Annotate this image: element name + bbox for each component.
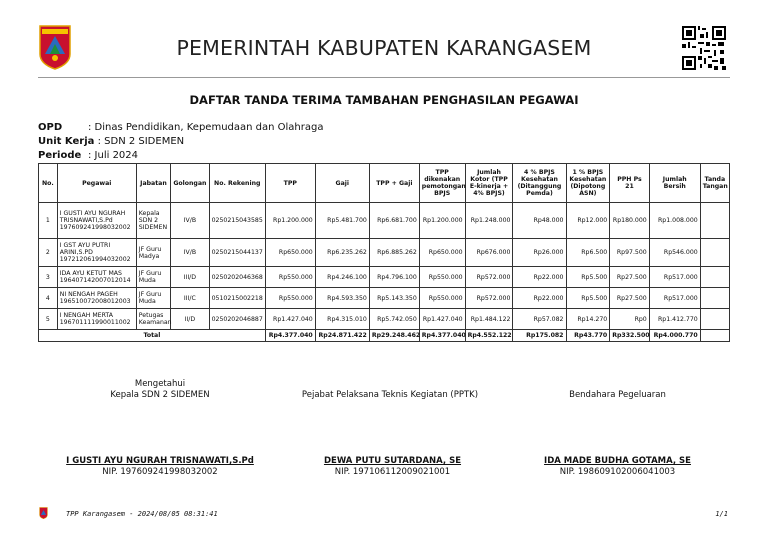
table-total-row <box>39 330 730 342</box>
table-cell: Rp517.000 <box>649 288 700 309</box>
table-cell: Rp546.000 <box>649 239 700 267</box>
table-cell: 0250202046887 <box>209 309 265 330</box>
column-header: Tanda Tangan <box>700 164 729 203</box>
signature-cell <box>700 267 729 288</box>
signature-left-name: I GUSTI AYU NGURAH TRISNAWATI,S.Pd <box>66 456 254 466</box>
column-header: Pegawai <box>57 164 136 203</box>
table-cell: 0250215044137 <box>209 239 265 267</box>
signature-middle-nip: NIP. 197106112009021001 <box>334 467 451 477</box>
total-cell: Rp4.000.770 <box>649 330 700 342</box>
table-cell: Rp4.796.100 <box>369 267 419 288</box>
signature-middle-name: DEWA PUTU SUTARDANA, SE <box>323 456 462 466</box>
table-cell: Rp4.315.010 <box>315 309 369 330</box>
table-cell: Rp97.500 <box>610 239 650 267</box>
total-cell: Rp29.248.462 <box>369 330 419 342</box>
table-cell: Rp550.000 <box>419 288 465 309</box>
signature-left-nip: NIP. 197609241998032002 <box>102 467 218 477</box>
table-cell: Rp4.593.350 <box>315 288 369 309</box>
signature-cell <box>700 288 729 309</box>
table-cell: Rp5.500 <box>566 288 610 309</box>
meta-periode <box>38 149 323 163</box>
table-cell: Rp5.500 <box>566 267 610 288</box>
signature-middle-line1: Pejabat Pelaksana Teknis Kegiatan (PPTK) <box>301 390 479 400</box>
column-header: Gaji <box>315 164 369 203</box>
signature-right-nip: NIP. 198609102006041003 <box>559 467 676 477</box>
table-cell: Rp517.000 <box>649 267 700 288</box>
signature-right-block <box>525 456 710 478</box>
table-cell: 3 <box>39 267 58 288</box>
signature-right-heading <box>530 390 705 401</box>
qr-code-icon <box>682 26 726 70</box>
signature-cell <box>700 309 729 330</box>
table-cell: 5 <box>39 309 58 330</box>
table-cell: 0510215002218 <box>209 288 265 309</box>
header-divider <box>38 77 730 78</box>
table-cell: Rp550.000 <box>265 267 315 288</box>
table-cell: IDA AYU KETUT MAS 196407142007012014 <box>57 267 136 288</box>
column-header: Jumlah Kotor (TPP E-kinerja + 4% BPJS) <box>465 164 513 203</box>
government-title: PEMERINTAH KABUPATEN KARANGASEM <box>176 36 592 60</box>
tpp-table <box>38 163 730 342</box>
table-cell: III/C <box>171 288 210 309</box>
table-row <box>39 267 730 288</box>
table-cell: Rp57.082 <box>513 309 566 330</box>
table-cell: 0250215043585 <box>209 203 265 239</box>
column-header: TPP dikenakan pemotongan BPJS <box>419 164 465 203</box>
table-row <box>39 239 730 267</box>
signature-middle-block <box>290 456 495 478</box>
total-label: Total <box>39 330 266 342</box>
meta-key: OPD <box>38 122 63 133</box>
table-cell: Rp4.246.100 <box>315 267 369 288</box>
meta-unit-kerja <box>38 135 323 149</box>
table-cell: Rp1.200.000 <box>265 203 315 239</box>
table-cell: Rp27.500 <box>610 288 650 309</box>
table-cell: Rp26.000 <box>513 239 566 267</box>
total-cell: Rp332.500 <box>610 330 650 342</box>
document-title: DAFTAR TANDA TERIMA TAMBAHAN PENGHASILAN PEGAWAI <box>189 93 579 107</box>
table-cell: I GST AYU PUTRI ARINI,S.PD 197212061994032002 <box>57 239 136 267</box>
footer-page-number: 1/1 <box>715 510 728 518</box>
table-row <box>39 203 730 239</box>
table-cell: Rp6.885.262 <box>369 239 419 267</box>
footer-generated-text: TPP Karangasem - 2024/08/05 08:31:41 <box>66 510 218 518</box>
karangasem-crest-small-icon <box>39 507 48 519</box>
signature-cell <box>700 239 729 267</box>
table-cell: Rp550.000 <box>419 267 465 288</box>
table-cell: Rp1.248.000 <box>465 203 513 239</box>
column-header: Jumlah Bersih <box>649 164 700 203</box>
table-cell: Rp572.000 <box>465 288 513 309</box>
column-header: TPP + Gaji <box>369 164 419 203</box>
table-header-row <box>39 164 730 203</box>
table-cell: Rp550.000 <box>265 288 315 309</box>
table-cell: Rp6.235.262 <box>315 239 369 267</box>
table-cell: JF Guru Muda <box>136 288 170 309</box>
table-cell: Rp1.427.040 <box>419 309 465 330</box>
table-cell: Kepala SDN 2 SIDEMEN <box>136 203 170 239</box>
column-header: PPH Ps 21 <box>610 164 650 203</box>
total-cell: Rp4.377.040 <box>419 330 465 342</box>
table-cell: Rp48.000 <box>513 203 566 239</box>
signature-left-heading <box>80 379 240 401</box>
column-header: Golongan <box>171 164 210 203</box>
table-cell: NI NENGAH PAGEH 196510072008012003 <box>57 288 136 309</box>
table-cell: Rp22.000 <box>513 288 566 309</box>
table-cell: Rp6.500 <box>566 239 610 267</box>
table-cell: Rp1.008.000 <box>649 203 700 239</box>
signature-right-name: IDA MADE BUDHA GOTAMA, SE <box>544 456 691 466</box>
table-cell: I GUSTI AYU NGURAH TRISNAWATI,S.Pd 197609241998032002 <box>57 203 136 239</box>
column-header: No. Rekening <box>209 164 265 203</box>
signature-left-block <box>45 456 275 478</box>
signature-cell <box>700 203 729 239</box>
table-cell: Rp650.000 <box>419 239 465 267</box>
table-cell: JF Guru Muda <box>136 267 170 288</box>
table-row <box>39 288 730 309</box>
table-cell: JF Guru Madya <box>136 239 170 267</box>
total-cell: Rp175.082 <box>513 330 566 342</box>
table-cell: Rp650.000 <box>265 239 315 267</box>
table-cell: III/D <box>171 267 210 288</box>
signature-left-line2: Kepala SDN 2 SIDEMEN <box>110 390 210 400</box>
table-cell: Rp14.270 <box>566 309 610 330</box>
meta-opd <box>38 121 323 135</box>
table-cell: IV/B <box>171 239 210 267</box>
table-cell: 4 <box>39 288 58 309</box>
table-cell: Rp6.681.700 <box>369 203 419 239</box>
document-meta <box>38 121 323 163</box>
table-cell: I NENGAH MERTA 196701111990011002 <box>57 309 136 330</box>
signature-middle-heading <box>280 390 500 401</box>
table-cell: Rp1.427.040 <box>265 309 315 330</box>
table-row <box>39 309 730 330</box>
table-cell: Rp0 <box>610 309 650 330</box>
signature-left-line1: Mengetahui <box>134 379 186 389</box>
column-header: No. <box>39 164 58 203</box>
total-cell: Rp4.377.040 <box>265 330 315 342</box>
table-cell: Rp5.481.700 <box>315 203 369 239</box>
table-cell: II/D <box>171 309 210 330</box>
table-cell: Rp1.484.122 <box>465 309 513 330</box>
table-cell: Rp676.000 <box>465 239 513 267</box>
table-cell: Rp1.412.770 <box>649 309 700 330</box>
table-cell: Rp22.000 <box>513 267 566 288</box>
total-cell: Rp24.871.422 <box>315 330 369 342</box>
table-cell: 2 <box>39 239 58 267</box>
table-cell: Rp27.500 <box>610 267 650 288</box>
meta-key: Unit Kerja <box>38 136 95 147</box>
meta-value: : Juli 2024 <box>88 150 139 161</box>
table-cell: Rp5.143.350 <box>369 288 419 309</box>
table-cell: 0250202046368 <box>209 267 265 288</box>
total-cell: Rp43.770 <box>566 330 610 342</box>
meta-value: : Dinas Pendidikan, Kepemudaan dan Olahraga <box>88 122 324 133</box>
total-cell <box>700 330 729 342</box>
column-header: TPP <box>265 164 315 203</box>
total-cell: Rp4.552.122 <box>465 330 513 342</box>
column-header: Jabatan <box>136 164 170 203</box>
meta-key: Periode <box>38 150 82 161</box>
table-cell: Rp572.000 <box>465 267 513 288</box>
table-cell: IV/B <box>171 203 210 239</box>
table-cell: Rp180.000 <box>610 203 650 239</box>
meta-value: : SDN 2 SIDEMEN <box>97 136 185 147</box>
table-cell: Petugas Keamanan <box>136 309 170 330</box>
column-header: 1 % BPJS Kesehatan (Dipotong ASN) <box>566 164 610 203</box>
table-cell: Rp5.742.050 <box>369 309 419 330</box>
table-cell: 1 <box>39 203 58 239</box>
signature-right-line1: Bendahara Pegeluaran <box>569 390 666 400</box>
column-header: 4 % BPJS Kesehatan (Ditanggung Pemda) <box>513 164 566 203</box>
table-cell: Rp1.200.000 <box>419 203 465 239</box>
table-cell: Rp12.000 <box>566 203 610 239</box>
